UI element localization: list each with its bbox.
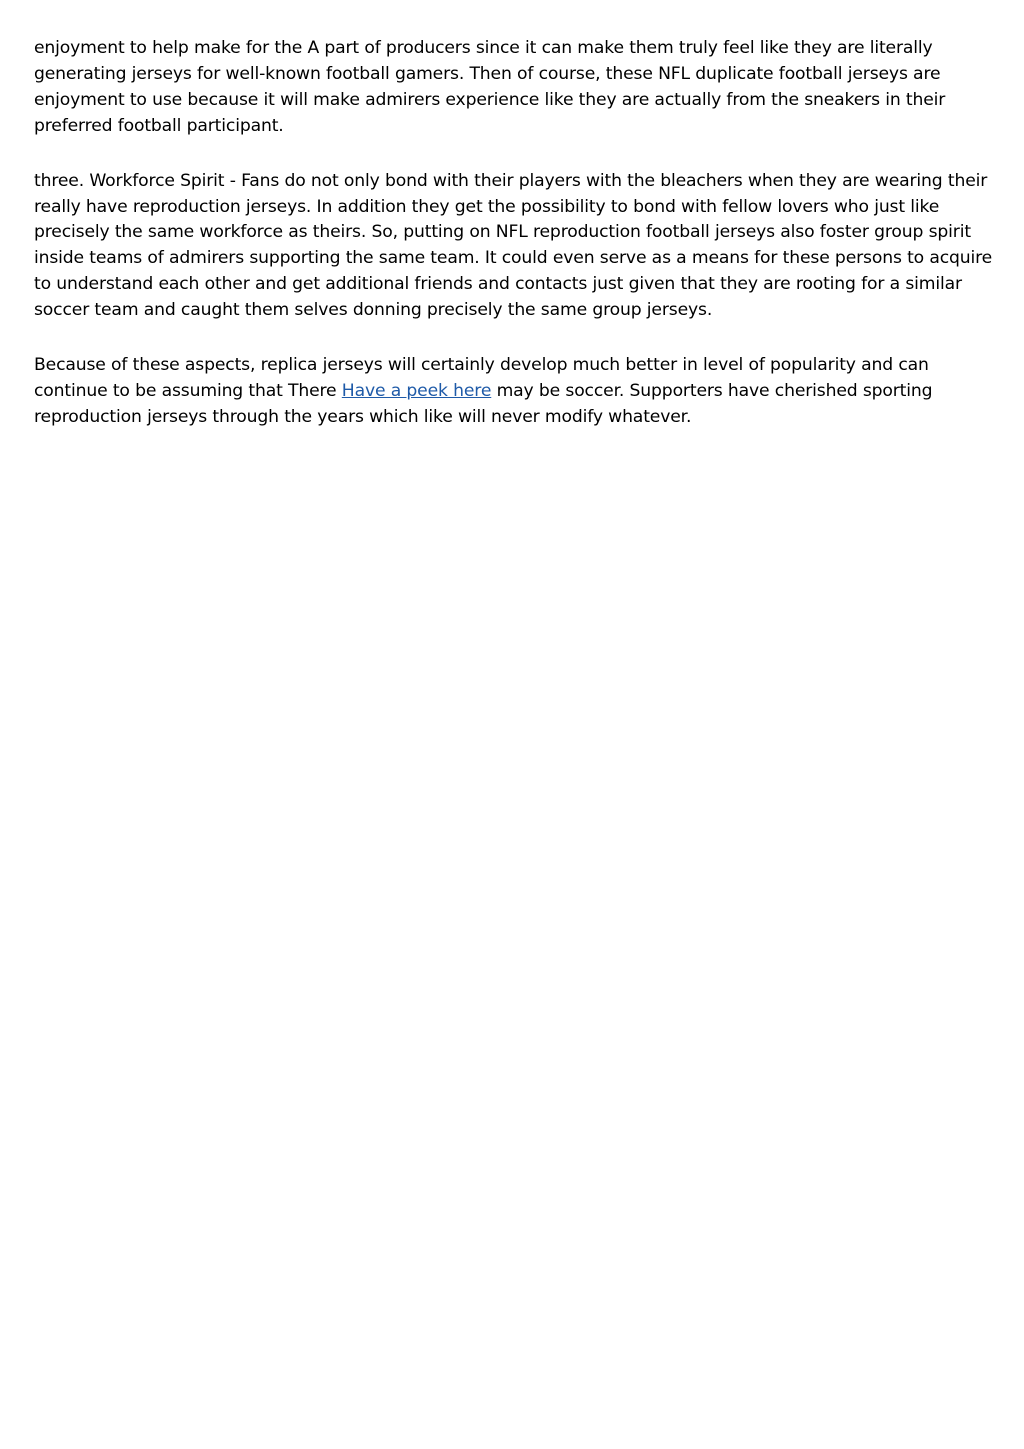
paragraph-team-spirit: three. Workforce Spirit - Fans do not only bond with their players with the bleachers when they are wearing their really have reproduction jerseys. In addition they get the possibility to bond with fellow lovers who just like precisely the same workforce as theirs. So, putting on NFL reproduction football jerseys also foster group spirit inside teams of admirers supporting the same team. It could even serve as a means for these persons to acquire to understand each other and get additional friends and contacts just given that they are rooting for a similar soccer team and caught them selves donning precisely the same group jerseys.	[34, 170, 993, 321]
paragraph-enjoyment: enjoyment to help make for the A part of producers since it can make them truly feel like they are literally generating jerseys for well-known football gamers. Then of course, these NFL duplicate football jerseys are enjoyment to use because it will make admirers experience like they are actually from the sneakers in their preferred football participant.	[34, 38, 946, 136]
document-page	[34, 36, 994, 460]
paragraph-conclusion-end: may be soccer. Supporters have cherished sporting reproduction jerseys through the years which like will never modify whatever.	[34, 380, 933, 427]
paragraph-conclusion-start: Because of these aspects, replica jerseys will certainly develop much better in level of popularity and can continue to be assuming that There	[34, 355, 929, 401]
have-a-peek-link[interactable]: Have a peek here	[341, 380, 492, 401]
paragraph-conclusion	[34, 353, 994, 431]
